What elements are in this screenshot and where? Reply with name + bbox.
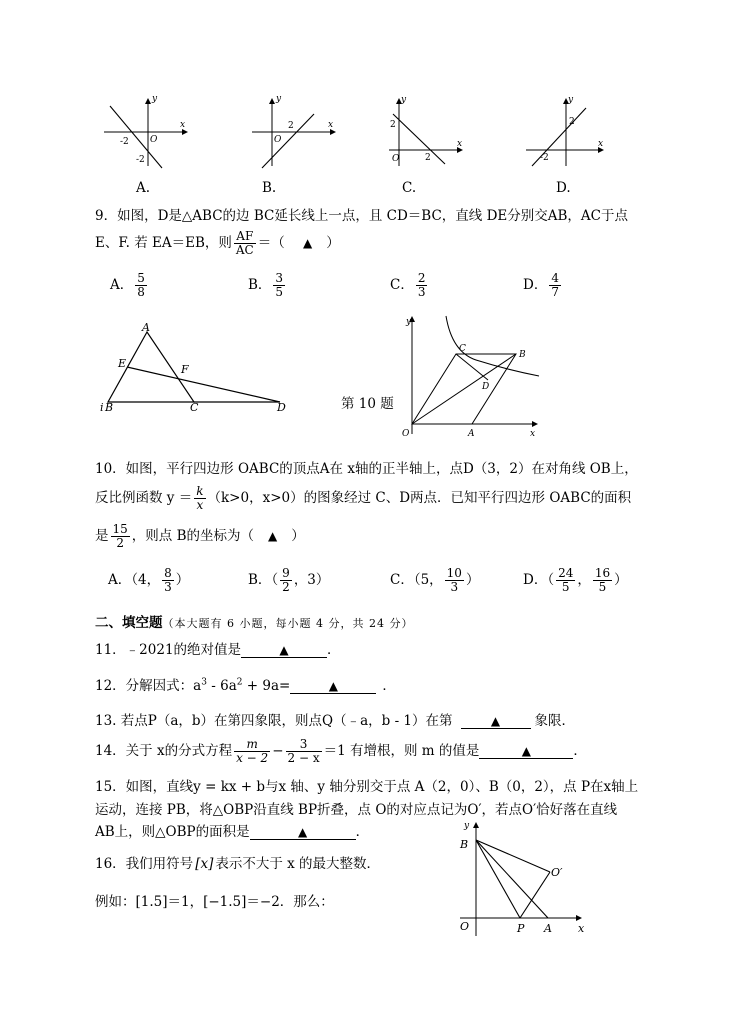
svg-text:E: E — [118, 357, 127, 370]
q9-option-b: B． $\frac{3}{5}$ — [248, 271, 284, 299]
svg-text:x: x — [598, 139, 604, 149]
svg-text:P: P — [517, 922, 525, 935]
svg-text:O: O — [392, 154, 400, 164]
q8-option-a: A. — [136, 180, 151, 196]
q10-figure-caption: 第 10 题 — [341, 396, 394, 412]
svg-text:2: 2 — [425, 153, 431, 163]
q8-graph-a — [100, 96, 190, 171]
svg-text:B: B — [519, 350, 526, 360]
svg-text:y: y — [401, 95, 407, 105]
svg-text:O′: O′ — [551, 866, 563, 879]
q8-option-b: B. — [262, 180, 277, 196]
svg-text:2: 2 — [288, 121, 294, 131]
svg-text:2: 2 — [569, 117, 575, 127]
svg-text:y: y — [152, 96, 158, 104]
q15-line2: 运动，连接 PB，将△OBP沿直线 BP折叠，点 O的对应点记为O′，若点O′恰好落在直线 — [95, 802, 618, 818]
q16-line1: 16．我们用符号 [x] 表示不大于 x 的最大整数． — [95, 856, 381, 872]
q10-option-b: B．（ $\frac{9}{2}$ ，3） — [248, 566, 330, 594]
svg-text:x: x — [328, 120, 334, 130]
svg-text:C: C — [190, 401, 199, 414]
q8-option-d: D. — [556, 180, 571, 196]
q10-option-a: A．（4， $\frac{8}{3}$ ） — [108, 566, 190, 594]
q10-line3: 是 $\frac{15}{2}$ ，则点 B的坐标为（ ▲ ） — [95, 522, 305, 550]
svg-text:D: D — [277, 401, 286, 414]
svg-text:y: y — [464, 821, 470, 831]
q8-graph-d — [522, 94, 607, 169]
q10-area-fraction: $\frac{15}{2}$ — [112, 522, 128, 550]
q10-line2: 反比例函数 y ＝ $\frac{k}{x}$ （k>0，x>0）的图象经过 C、D两点．已知平行四边形 OABC的面积 — [95, 484, 632, 512]
q10-figure — [396, 312, 546, 440]
q14-fraction-2: $\frac{3}{2 - x}$ — [287, 737, 320, 765]
svg-text:F: F — [181, 363, 189, 376]
q9-option-a: A． $\frac{5}{8}$ — [110, 271, 145, 299]
q8-graph-c — [385, 94, 465, 169]
svg-text:y: y — [406, 317, 412, 327]
q10-option-c: C．（5， $\frac{10}{3}$ ） — [390, 566, 480, 594]
q9-line2: E、F. 若 EA＝EB，则 $\frac{AF}{AC}$ ＝（ ▲ ） — [95, 229, 340, 257]
q15-figure — [450, 818, 590, 940]
svg-text:O: O — [402, 429, 410, 439]
svg-text:-2: -2 — [120, 137, 129, 147]
q15-line3: AB上，则△OBP的面积是 ▲ ． — [95, 824, 370, 840]
q13: 13. 若点P（a，b）在第四象限，则点Q（﹣a，b - 1）在第 ▲ 象限． — [95, 713, 576, 729]
q9-option-d: D． $\frac{4}{7}$ — [523, 271, 559, 299]
q12: 12．分解因式：$a^3 - 6a^2 + 9a=$ ▲ ． — [95, 677, 396, 694]
svg-text:x: x — [530, 429, 536, 439]
q14-fraction-1: $\frac{m}{x - 2}$ — [236, 737, 269, 765]
q8-graph-b — [248, 96, 338, 171]
section-title: 二、填空题（本大题有 6 小题，每小题 4 分，共 24 分） — [95, 615, 414, 631]
q9-line1: 9．如图，D是△ABC的边 BC延长线上一点，且 CD＝BC，直线 DE分别交AB，AC于点 — [95, 208, 628, 224]
q14: 14．关于 x的分式方程 $\frac{m}{x - 2}$ − $\frac{3}{2 - x}$ ＝1 有增根，则 m 的值是 ▲ ． — [95, 737, 587, 765]
svg-text:O: O — [274, 135, 282, 145]
svg-text:A: A — [142, 321, 150, 334]
svg-text:B: B — [460, 838, 469, 851]
svg-text:y: y — [276, 96, 282, 104]
svg-text:D: D — [482, 382, 490, 392]
svg-text:O: O — [460, 920, 470, 933]
q9-ratio: $\frac{AF}{AC}$ — [235, 229, 254, 257]
q9-triangle-figure — [98, 320, 298, 415]
svg-text:B: B — [105, 401, 114, 414]
svg-text:x: x — [457, 139, 463, 149]
q15-line1: 15．如图，直线y = kx + b与x 轴、y 轴分别交于点 A（2，0）、B（0，2），点 P在x轴上 — [95, 779, 639, 795]
q10-line1: 10．如图，平行四边形 OABC的顶点A在 x轴的正半轴上，点D（3，2）在对角线 OB上， — [95, 461, 638, 477]
svg-text:C: C — [459, 344, 466, 354]
q10-option-d: D．（ $\frac{24}{5}$ ， $\frac{16}{5}$ ） — [523, 566, 628, 594]
svg-text:y: y — [568, 95, 574, 105]
svg-text:2: 2 — [390, 120, 396, 130]
svg-text:A: A — [468, 429, 475, 439]
q8-option-c: C. — [402, 180, 417, 196]
svg-text:-2: -2 — [136, 155, 145, 165]
q11: 11．﹣2021的绝对值是 ▲ ． — [95, 642, 341, 658]
svg-text:x: x — [180, 120, 186, 130]
svg-text:i: i — [100, 401, 104, 414]
q9-option-c: C． $\frac{2}{3}$ — [390, 271, 426, 299]
q10-k-over-x: $\frac{k}{x}$ — [196, 484, 204, 512]
svg-text:O: O — [150, 135, 158, 145]
q16-line2: 例如：[1.5]＝1，[−1.5]＝−2．那么： — [95, 894, 334, 910]
svg-text:A: A — [544, 922, 552, 935]
svg-text:x: x — [578, 922, 585, 935]
svg-text:-2: -2 — [540, 153, 549, 163]
